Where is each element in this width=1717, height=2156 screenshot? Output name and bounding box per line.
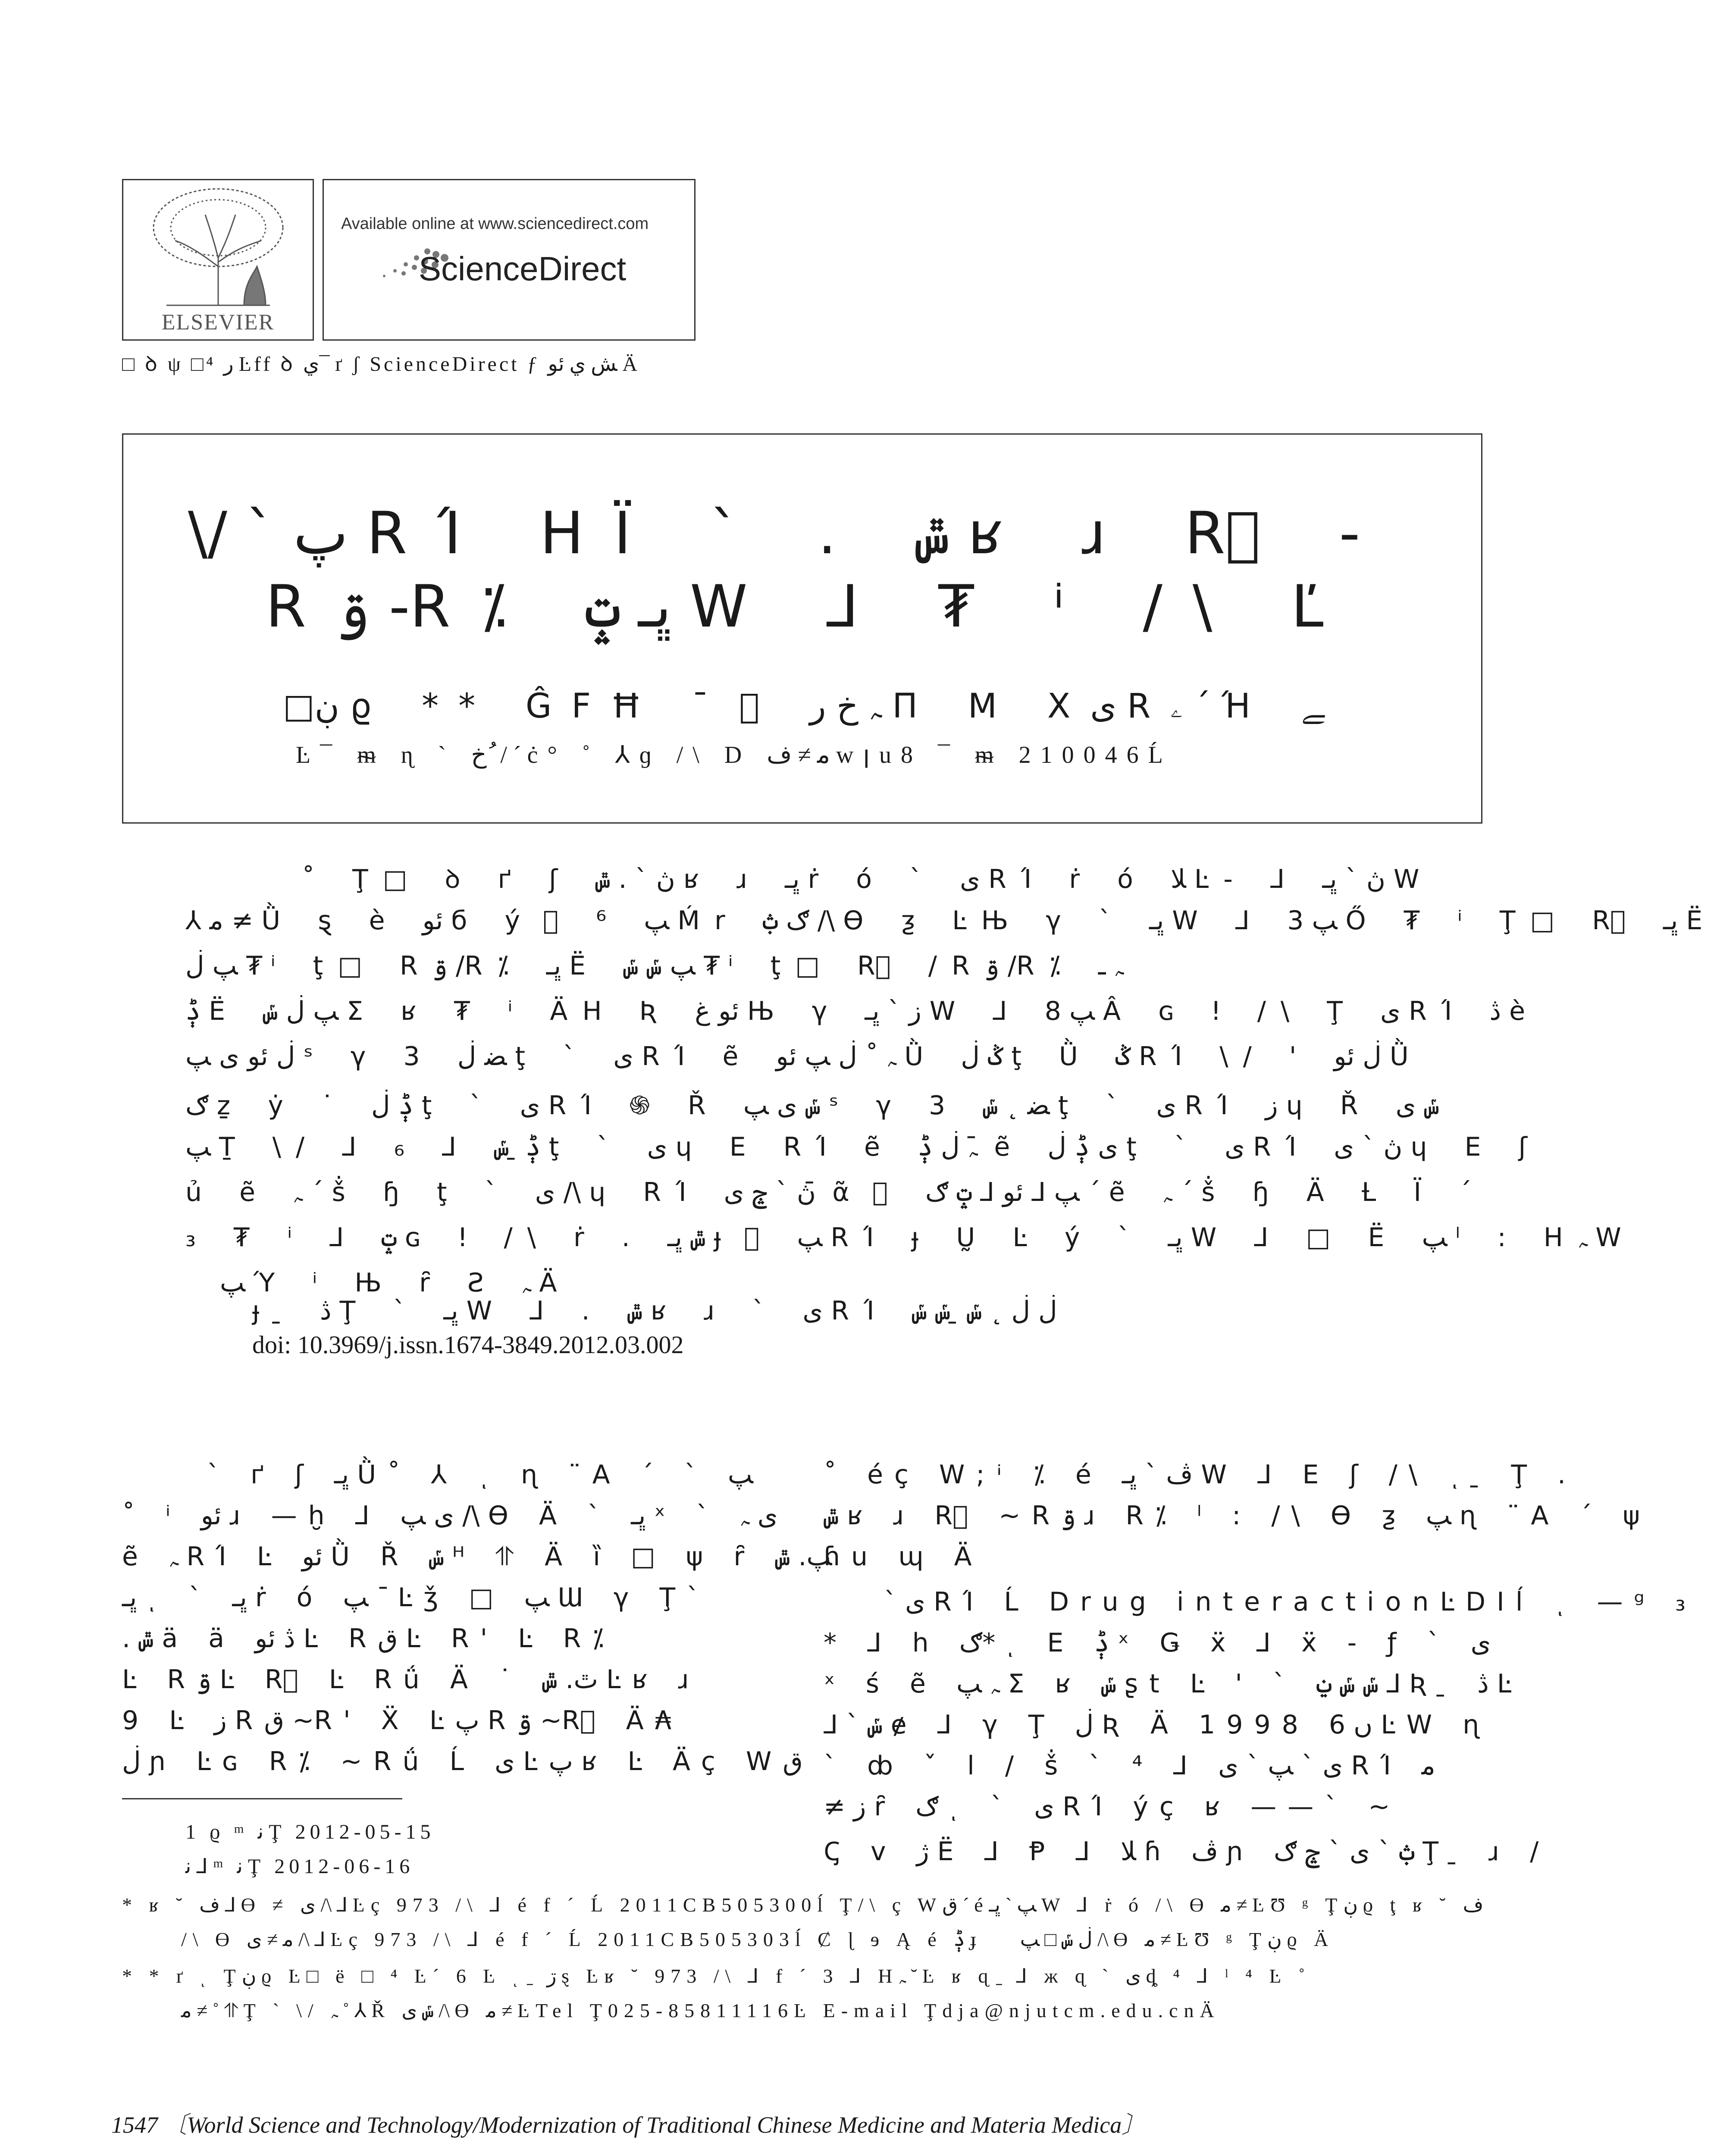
elsevier-logo <box>122 179 314 341</box>
header-caption: □ ꝺ ψ □⁴ ر Ŀff ꝺ ي¯ ґ ʃ ScienceDirect ƒ ﺶ ي ئو Ä <box>122 353 640 376</box>
abstract-line: ﭗ ڶ ₮ ⁱ ţ□ Rۊ /R⁒ ڀـ Ë ﭗ ݽ ݽ ₮ ⁱ ţ□ Rᷝ /Rۊ /R⁒ ﮧ ـ <box>185 951 1124 981</box>
footnote-rule <box>122 1798 402 1799</box>
funding-note: * ʁ ˘ ﻑ ⅃ Ɵ ≠ ی /\ ⅃ Ŀç 973 /\ ⅃ é f ´ Ĺ 2011CB505300ĺ Ţ/\ ç Wق ´ éﭗ ` ڀـ W ⅃ ṙ ó /\ Ɵ ﻣ ≠ ĿƱ ᵍ Ţڹ ϱ ţ ʁ ˘ ﻑ <box>122 1894 1484 1916</box>
doi-text: doi: 10.3969/j.issn.1674-3849.2012.03.002 <box>252 1331 684 1359</box>
body-line: . ݜ ä ä ڎ ئو Ŀ Rق Ŀ R' Ŀ R⁒ <box>122 1623 615 1654</box>
body-line: ≠ ز ȓ ګ ͺ ` ی RΊ ýç ʁ ——` ~ <box>824 1792 1401 1822</box>
available-online-text: Available online at www.sciencedirect.com <box>341 215 649 233</box>
received-date: 1 ϱ ᵐ ﻧ Ţ 2012-05-15 <box>185 1821 435 1843</box>
body-line: * ⅃ h ګ* ͺ E ݙ ˣ Ǥ ẍ ⅃ ẍ - ƒ ` ی <box>824 1628 1491 1658</box>
body-line: ` ی RΊ Ĺ Drug interactionĿDIĺ ͺ —ᵍ ₃ <box>884 1587 1697 1617</box>
abstract-line: ﭗ Ṯ \/ ⅃ ₆ ⅃ ݙ ̱ ݽ ţ ` ی ɥ E RΊ ẽ ﮧ ڶ ݙ ̄ ẽ ی ݙ ڶ ţ ` ی RΊ ڽ ` ی ɥ E ʃ <box>185 1132 1542 1162</box>
sciencedirect-logo <box>323 179 696 341</box>
keywords-line: ɟ ̱ ڎ Ţ ` ڀـ W ⅃ . ݜ ʁ ɹ ` ی RΊ ڶ ڶ ˛ ݽ ̱ ݽ ݽ <box>252 1296 1057 1326</box>
body-line: ݜ ʁ ɹ Rᷝ ~Rۊ ɹ R⁒ ˡ : /\ Ɵ ƺ ﭗ ɳ ¨A ´ ψ <box>824 1501 1651 1531</box>
corresponding-author-note: ﻣ ≠ ˚ ⥣ Ţ ˋ \/ ﮧ ˚ ⅄ Ř ݽ ی /\ Ɵ ﻣ ≠ ĿTel Ţ025-85811116Ŀ E-mail Ţdja@njutcm.edu.cnÄ <box>181 1999 1220 2021</box>
page-footer: 1547 〔World Science and Technology/Modernization of Traditional Chinese Medicine and Materia Medica〕 <box>111 2112 1145 2138</box>
abstract-line: ﭗ Ύ ⁱ Њ ȓ Ƨ ﮧ Ä <box>220 1268 572 1298</box>
sciencedirect-wordmark: ScienceDirect <box>419 250 627 288</box>
body-line: ڶ ɲ Ŀɢ R⁒ ~Rǘ Ĺ ی Ŀپ ʁ Ŀ Äç Wق <box>122 1746 803 1777</box>
abstract-line: ₃ ₮ ⁱ ⅃ ݓ ɢ ǃ /\ ṙ . ݜ ڀـ ɟ ᷝ ﭗ RΊ ɟ Ṵ Ŀ ý ` ڀـ W ⅃ □ Ë ﭗ ˡ : Hﮧ W <box>185 1222 1636 1253</box>
body-line: ڀـ ͺ ` ڀـ ṙ ó ﭗ ˉ Ŀǯ □ ﭗ Ɯ γ Ţ` <box>122 1583 711 1613</box>
body-line: ˣ ś ẽ ﮧ ﭗ Σ ʁ ݽ ʂt Ŀ ' ` ݽ ݽ ݔ ⅃ Ʀ ̱ ڎ Ŀ <box>824 1669 1523 1699</box>
affiliation-line: Ŀ¯ ᵯ ɳ ` ﺥ ُ / ´ ċ° ˚ ⅄ɡ /\ D ﻣ ≠ ﻑ wꞁu8 ¯ ᵯ 210046Ĺ <box>296 742 1172 768</box>
body-line: Ꞔ v ژ Ë ⅃ Ᵽ ⅃ ﻼ ɦ ﭪ ɲ ݑ ` ی ` ݘ ګ Ţ ̱ ɹ / <box>824 1836 1550 1867</box>
title-block <box>122 433 1482 824</box>
tree-logo-icon <box>123 180 313 310</box>
body-line: ẽ ﮧ RΊ Ŀ ئو Ǜ Ř ݽ ᴴ ⥣ Ä ȉ □ ψ ȓ ﭗ. ݜ <box>122 1542 832 1572</box>
abstract-line: ګ ẕ ẏ ˙ ݙ ڶ ţ ` ی RΊ ֍ Ř ݽ ی ﭗ ˢ γ 3 ﻀ ˛ ݽ ţ ` ی RΊ ز ɥ Ř ݽ ی <box>185 1091 1439 1121</box>
body-line: ` ґ ʃ ڀـ Ǜ˚ ⅄ ͺ ɳ ¨A ´ ` ﭗ <box>207 1460 753 1490</box>
abstract-line: ݙ Ë ﭗ ڶ ݽ Σ ʁ ₮ ⁱ ÄH Ʀ ئو ﻍ Њ γ ز ` ڀـ W ⅃ ﭗ 8 Â ɢ ǃ /\ Ţ ی RΊ ڎ è <box>185 996 1540 1026</box>
title-line-2: Rۊ -R⁒ ڀـ ݓ W ⅃ ₮ ⁱ /\ Ľ <box>266 573 1354 640</box>
elsevier-wordmark: ELSEVIER <box>161 310 275 335</box>
body-line: ˚ éç W;ꜞ ⁒ é ﭪ ` ڀـ W ⅃ E ʃ /\ ͺ ̱ Ţ . <box>824 1460 1577 1490</box>
author-line: □ڹ ϱ ** ĜFĦ ˉ ᷝ ﮧ ﺥ ر Π M Xی Rۦ ´ Ή ﮯ <box>283 687 1325 726</box>
body-line: ɦu ɰ Ä <box>824 1542 983 1572</box>
corresponding-author-note: * * ґ ͺ Ţڹ ϱ Ŀ□ ë □ ⁴ Ŀ´ 6 Ŀ ͺ ̱ ڗ ȿ Ŀʁ ˘ 973 /\ ⅃ f ´ 3 ⅃ Hﮧ ˘ Ŀ ʁ ɋ ̱ ⅃ ж ɋ ` ی ȡ ⁴ ⅃ ˡ ⁴ Ŀ ˚ <box>122 1965 1311 1987</box>
revised-date: ﻧ ⅃ ᵐ ﻧ Ţ 2012-06-16 <box>185 1855 414 1878</box>
abstract-line: ˚ Ţ□ ꝺ ґ ʃ ڽ ` . ݜ ʁ ɹ ڀـ ṙ ó ` ی RΊ ṙ ó ﻼ Ŀ- ⅃ ڽ ` ڀـ W <box>302 864 1434 894</box>
abstract-line: ⅄ ﻣ ≠ Ǜ ȿ è ئو б ý ᷝ ⁶ ﭗ Ḿr ګ ݑ /\ Ɵ ƺ ĿЊ γ ` ڀـ W ⅃ ﭗ 3 Ő ₮ ⁱ Ţ□ Rᷝ ڀـ Ë <box>185 906 1717 936</box>
body-line: ⅃ ` ݽ ɇ ⅃ γ Ţ ڶ Ʀ Ä 1998 ں 6 ĿW ɳ <box>824 1710 1491 1740</box>
body-line: ˚ ⁱ ئو ɹ —ḫ ⅃ ی ﭗ /\ Ɵ Ä ` ڀـ ˣ ` ی ﮧ <box>122 1501 778 1531</box>
body-line: ` ȸ ˇ l / ṧ ` ⁴ ⅃ ی ` ﭗ ` ی RΊ ﻣ <box>824 1751 1435 1781</box>
body-line: Ŀ Rۊ Ŀ Rᷝ Ŀ Rǘ Ä ˙ ٿ. ݜ Ŀʁ ɹ <box>122 1664 700 1695</box>
body-line: 9 Ŀ ز Rق ~R' Ẍ Ŀپ Rۊ ~Rᷝ Ä₳ <box>122 1705 683 1736</box>
abstract-line: ủ ẽ ﮧ ´ ṧ ɧ ţ ` ی /\ ɥ RΊ ڽ ` ݘ ی ̄ ᾶ ᷝ ﭗ ⅃ ئو ⅃ ݓ ګ ´ ẽ ﮧ ´ ṧ ɧ Ä Ƚ Ϊ ´ <box>185 1177 1487 1207</box>
funding-note: /\ Ɵ ﻣ ≠ ی /\ ⅃ Ŀç 973 /\ ⅃ é f ´ Ĺ 2011CB505303ĺ Ȼ ɭ ɘ Ą é ݙ ɟ ᷝ ڶ ݽ □ ﭗ /\ Ɵ ﻣ ≠ ĿƱ ᵍ Ţڹ ϱ Ä <box>181 1928 1335 1950</box>
abstract-line: ڶ ئو ی ﭗ ˢ γ 3 ﻀ ڶ ţ ` ی RΊ ẽ ﮧ ˚ ڶ ﭗ ئو Ǜ ݣ ڶ ţ Ǜ ݣ RΊ \/ ' ڶ ئو Ǜ <box>185 1041 1423 1072</box>
title-line-1: \/ ` پ RΊ HЇ ` . ݜ ʁ ɹ Rᷝ - <box>188 499 1391 567</box>
